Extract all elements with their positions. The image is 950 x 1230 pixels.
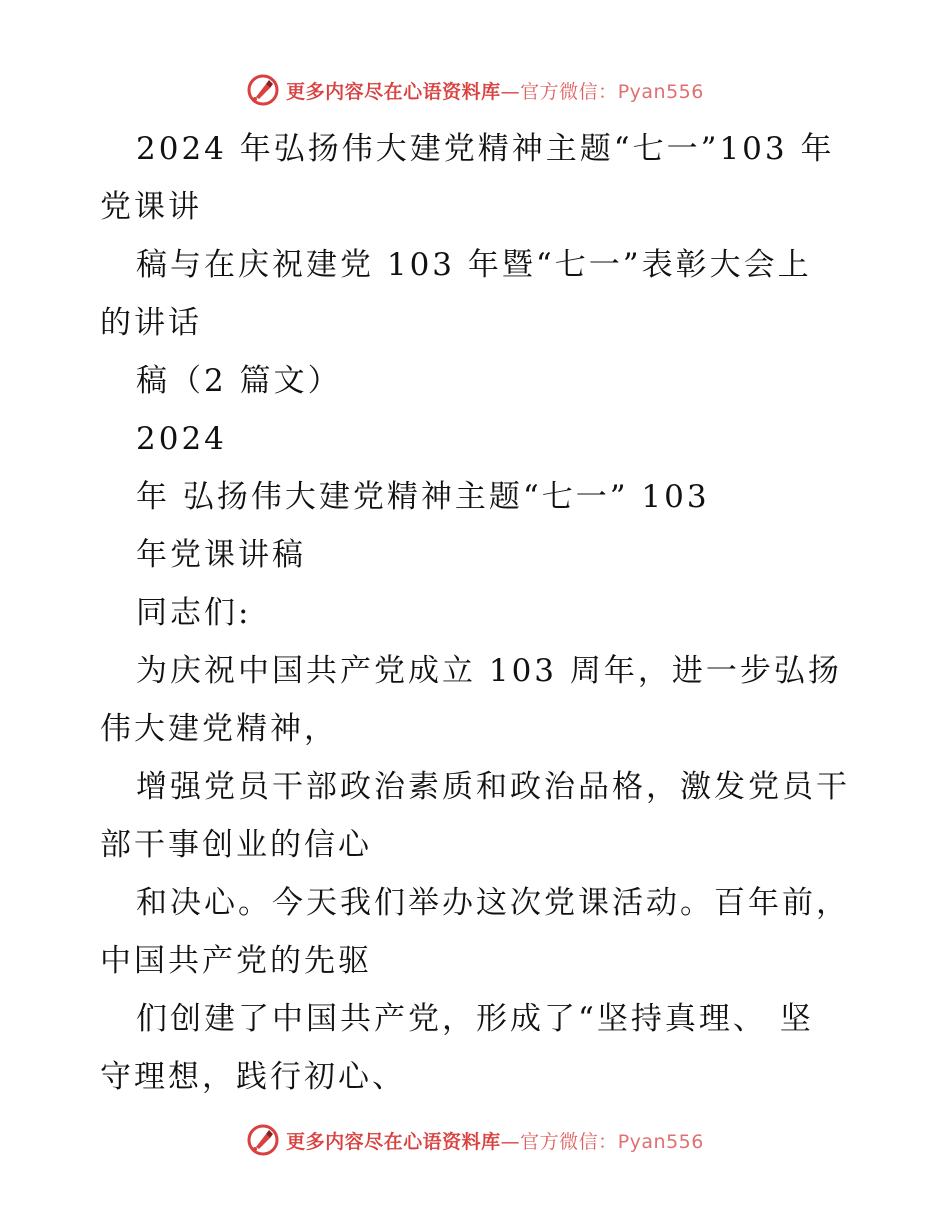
watermark-wechat-id: Pyan556 [617, 80, 704, 103]
document-body [100, 120, 860, 1106]
doc-line: 部干事创业的信心 [100, 827, 372, 863]
doc-line: 年 弘扬伟大建党精神主题“七一” 103 [136, 479, 710, 515]
doc-line: 伟大建党精神， [100, 711, 338, 747]
watermark-brand: 更多内容尽在心语资料库 [286, 80, 501, 103]
watermark-wechat-label: 官方微信： [520, 1130, 618, 1153]
doc-line: 党课讲 [100, 189, 202, 225]
watermark-separator: — [500, 80, 521, 103]
doc-line: 2024 年弘扬伟大建党精神主题“七一”103 年 [136, 131, 835, 167]
doc-line: 和决心。今天我们举办这次党课活动。百年前， [136, 885, 850, 921]
doc-line: 稿与在庆祝建党 103 年暨“七一”表彰大会上 [136, 247, 812, 283]
watermark-text [286, 1127, 704, 1154]
doc-line: 守理想，践行初心、 [100, 1059, 406, 1095]
watermark-text [286, 77, 704, 104]
watermark-wechat-id: Pyan556 [617, 1130, 704, 1153]
watermark-wechat-label: 官方微信： [520, 80, 618, 103]
pen-nib-circle-icon [246, 1123, 280, 1157]
footer-watermark [0, 1120, 950, 1160]
doc-line: 为庆祝中国共产党成立 103 周年，进一步弘扬 [136, 653, 842, 689]
watermark-brand: 更多内容尽在心语资料库 [286, 1130, 501, 1153]
watermark-separator: — [500, 1130, 521, 1153]
doc-line: 中国共产党的先驱 [100, 943, 372, 979]
doc-line: 年党课讲稿 [136, 537, 306, 573]
header-watermark [0, 70, 950, 110]
doc-line: 增强党员干部政治素质和政治品格，激发党员干 [136, 769, 850, 805]
doc-line: 稿（2 篇文） [136, 363, 342, 399]
doc-line: 同志们: [136, 595, 252, 631]
pen-nib-circle-icon [246, 73, 280, 107]
doc-line: 2024 [136, 421, 227, 457]
doc-line: 们创建了中国共产党，形成了“坚持真理、 坚 [136, 1001, 814, 1037]
doc-line: 的讲话 [100, 305, 202, 341]
